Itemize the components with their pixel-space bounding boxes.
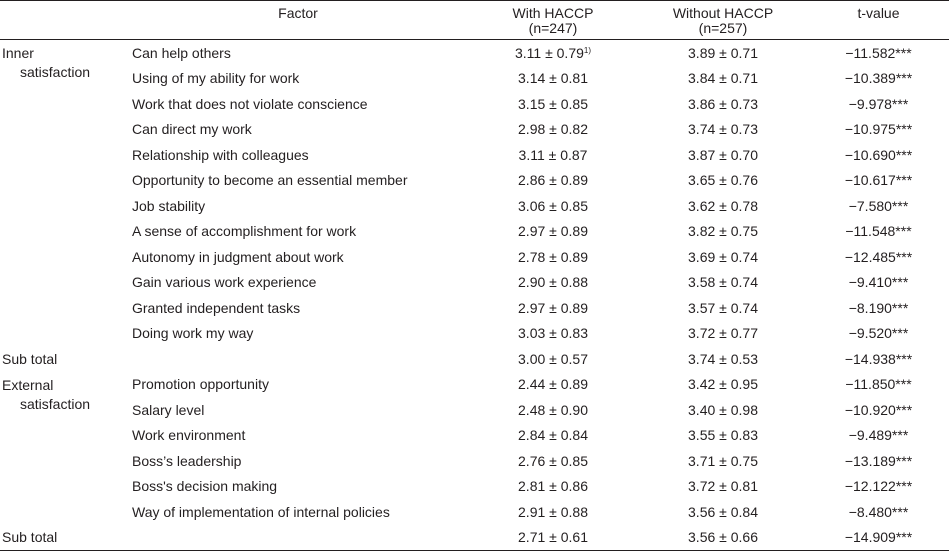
table-row bbox=[0, 219, 949, 245]
t-value-cell: −9.410*** bbox=[848, 274, 909, 291]
t-value-cell: −11.850*** bbox=[845, 376, 912, 393]
subtotal-row bbox=[0, 525, 949, 551]
table-row bbox=[0, 397, 949, 423]
t-value-cell: −11.548*** bbox=[845, 223, 912, 240]
header-with-haccp: With HACCP (n=247) bbox=[468, 1, 638, 40]
with-haccp-cell: 2.76 ± 0.85 bbox=[518, 452, 588, 469]
with-haccp-cell: 3.11 ± 0.87 bbox=[518, 146, 588, 163]
without-haccp-cell: 3.55 ± 0.83 bbox=[688, 427, 758, 444]
with-haccp-cell: 3.15 ± 0.85 bbox=[518, 95, 588, 112]
with-haccp-cell: 3.14 ± 0.81 bbox=[518, 70, 588, 87]
with-haccp-cell: 2.86 ± 0.89 bbox=[518, 172, 588, 189]
with-haccp-cell: 2.91 ± 0.88 bbox=[518, 503, 588, 520]
subtotal-without-haccp: 3.56 ± 0.66 bbox=[638, 525, 808, 551]
without-haccp-cell: 3.87 ± 0.70 bbox=[688, 146, 758, 163]
subtotal-label: Sub total bbox=[2, 350, 58, 367]
table-row bbox=[0, 244, 949, 270]
without-haccp-cell: 3.74 ± 0.73 bbox=[688, 121, 758, 138]
factor-cell: Relationship with colleagues bbox=[132, 146, 309, 163]
without-haccp-cell: 3.42 ± 0.95 bbox=[688, 376, 758, 393]
table-row bbox=[0, 474, 949, 500]
subtotal-factor-cell bbox=[128, 525, 468, 551]
t-value-cell: −9.978*** bbox=[848, 95, 909, 112]
table-row bbox=[0, 91, 949, 117]
with-haccp-cell: 3.03 ± 0.83 bbox=[518, 325, 588, 342]
t-value-cell: −7.580*** bbox=[848, 197, 909, 214]
without-haccp-cell: 3.69 ± 0.74 bbox=[688, 248, 758, 265]
without-haccp-cell: 3.40 ± 0.98 bbox=[688, 401, 758, 418]
external-group-label bbox=[0, 372, 128, 525]
with-haccp-cell: $3.11 \pm 0.79^{1)}$ bbox=[514, 44, 592, 61]
with-haccp-cell: 3.06 ± 0.85 bbox=[518, 197, 588, 214]
header-row bbox=[0, 1, 949, 40]
subtotal-row bbox=[0, 346, 949, 372]
with-haccp-cell: 2.44 ± 0.89 bbox=[518, 376, 588, 393]
table-row bbox=[0, 142, 949, 168]
factor-cell: A sense of accomplishment for work bbox=[132, 223, 357, 240]
subtotal-without-haccp: 3.74 ± 0.53 bbox=[688, 350, 758, 367]
factor-cell: Boss’s leadership bbox=[132, 452, 242, 469]
with-haccp-cell: 2.78 ± 0.89 bbox=[518, 248, 588, 265]
factor-cell: Granted independent tasks bbox=[132, 299, 301, 316]
t-value-cell: −11.582*** bbox=[845, 44, 912, 61]
with-haccp-cell: 2.97 ± 0.89 bbox=[518, 299, 588, 316]
without-haccp-cell: 3.57 ± 0.74 bbox=[688, 299, 758, 316]
subtotal-with-haccp: 3.00 ± 0.57 bbox=[518, 350, 588, 367]
without-haccp-cell: 3.65 ± 0.76 bbox=[688, 172, 758, 189]
table-row bbox=[0, 270, 949, 296]
factor-cell: Doing work my way bbox=[132, 325, 254, 342]
subtotal-factor-cell bbox=[128, 346, 468, 372]
header-t-value: t-value bbox=[808, 1, 949, 40]
factor-cell: Gain various work experience bbox=[132, 274, 317, 291]
table-row bbox=[0, 66, 949, 92]
with-haccp-cell: 2.48 ± 0.90 bbox=[518, 401, 588, 418]
t-value-cell: −8.190*** bbox=[848, 299, 909, 316]
factor-cell: Opportunity to become an essential member bbox=[132, 172, 408, 189]
subtotal-with-haccp: 2.71 ± 0.61 bbox=[468, 525, 638, 551]
table-row bbox=[0, 117, 949, 143]
factor-cell: Work that does not violate conscience bbox=[132, 95, 368, 112]
inner-group-label bbox=[0, 40, 128, 347]
without-haccp-cell: 3.71 ± 0.75 bbox=[688, 452, 758, 469]
with-haccp-cell: 2.98 ± 0.82 bbox=[518, 121, 588, 138]
factor-cell: Salary level bbox=[132, 401, 205, 418]
table-row bbox=[0, 295, 949, 321]
group-label-line2: satisfaction bbox=[20, 395, 91, 412]
group-label-line2: satisfaction bbox=[20, 64, 91, 80]
table-row bbox=[0, 499, 949, 525]
factor-cell: Can help others bbox=[132, 44, 231, 61]
t-value-cell: −13.189*** bbox=[844, 452, 913, 469]
group-label-line1: Inner bbox=[2, 45, 34, 61]
table-row bbox=[0, 193, 949, 219]
table-body bbox=[0, 40, 949, 551]
factor-cell: Job stability bbox=[132, 197, 206, 214]
without-haccp-cell: 3.72 ± 0.77 bbox=[688, 325, 758, 342]
factor-cell: Promotion opportunity bbox=[132, 376, 269, 393]
t-value-cell: −10.690*** bbox=[844, 146, 913, 163]
table-row bbox=[0, 372, 949, 398]
table-row bbox=[0, 168, 949, 194]
table-row bbox=[0, 40, 949, 66]
without-haccp-cell: 3.86 ± 0.73 bbox=[688, 95, 758, 112]
without-haccp-cell: 3.58 ± 0.74 bbox=[688, 274, 758, 291]
without-haccp-cell: 3.89 ± 0.71 bbox=[688, 44, 758, 61]
table-row bbox=[0, 321, 949, 347]
with-haccp-cell: 2.84 ± 0.84 bbox=[518, 427, 588, 444]
group-label-line1: External bbox=[2, 376, 54, 393]
t-value-cell: −12.122*** bbox=[844, 478, 913, 495]
factor-cell: Boss's decision making bbox=[132, 478, 278, 495]
without-haccp-cell: 3.56 ± 0.84 bbox=[688, 503, 758, 520]
t-value-cell: −10.617*** bbox=[844, 172, 913, 189]
without-haccp-cell: 3.72 ± 0.81 bbox=[688, 478, 758, 495]
t-value-cell: −9.489*** bbox=[848, 427, 909, 444]
factor-cell: Can direct my work bbox=[132, 121, 252, 138]
t-value-cell: −10.389*** bbox=[844, 70, 913, 87]
t-value-cell: −10.975*** bbox=[844, 121, 913, 138]
footnote-marker: 1) bbox=[583, 45, 592, 55]
t-value-cell: −12.485*** bbox=[844, 248, 913, 265]
header-factor: Factor bbox=[128, 1, 468, 40]
t-value-cell: −10.920*** bbox=[844, 401, 913, 418]
subtotal-t-value: −14.909*** bbox=[808, 525, 949, 551]
with-haccp-cell: 2.81 ± 0.86 bbox=[518, 478, 588, 495]
without-haccp-cell: 3.82 ± 0.75 bbox=[688, 223, 758, 240]
factor-cell: Work environment bbox=[132, 427, 246, 444]
header-group bbox=[0, 1, 128, 40]
factor-cell: Way of implementation of internal policies bbox=[132, 503, 390, 520]
header-without-haccp: Without HACCP (n=257) bbox=[638, 1, 808, 40]
with-haccp-cell: 2.90 ± 0.88 bbox=[518, 274, 588, 291]
t-value-cell: −8.480*** bbox=[848, 503, 909, 520]
without-haccp-cell: 3.84 ± 0.71 bbox=[688, 70, 758, 87]
table-row bbox=[0, 448, 949, 474]
subtotal-t-value: −14.938*** bbox=[844, 350, 913, 367]
with-haccp-cell: 2.97 ± 0.89 bbox=[518, 223, 588, 240]
factor-cell: Autonomy in judgment about work bbox=[132, 248, 344, 265]
without-haccp-cell: 3.62 ± 0.78 bbox=[688, 197, 758, 214]
t-value-cell: −9.520*** bbox=[848, 325, 909, 342]
table-row bbox=[0, 423, 949, 449]
factor-cell: Using of my ability for work bbox=[132, 70, 300, 87]
subtotal-label: Sub total bbox=[0, 525, 128, 551]
